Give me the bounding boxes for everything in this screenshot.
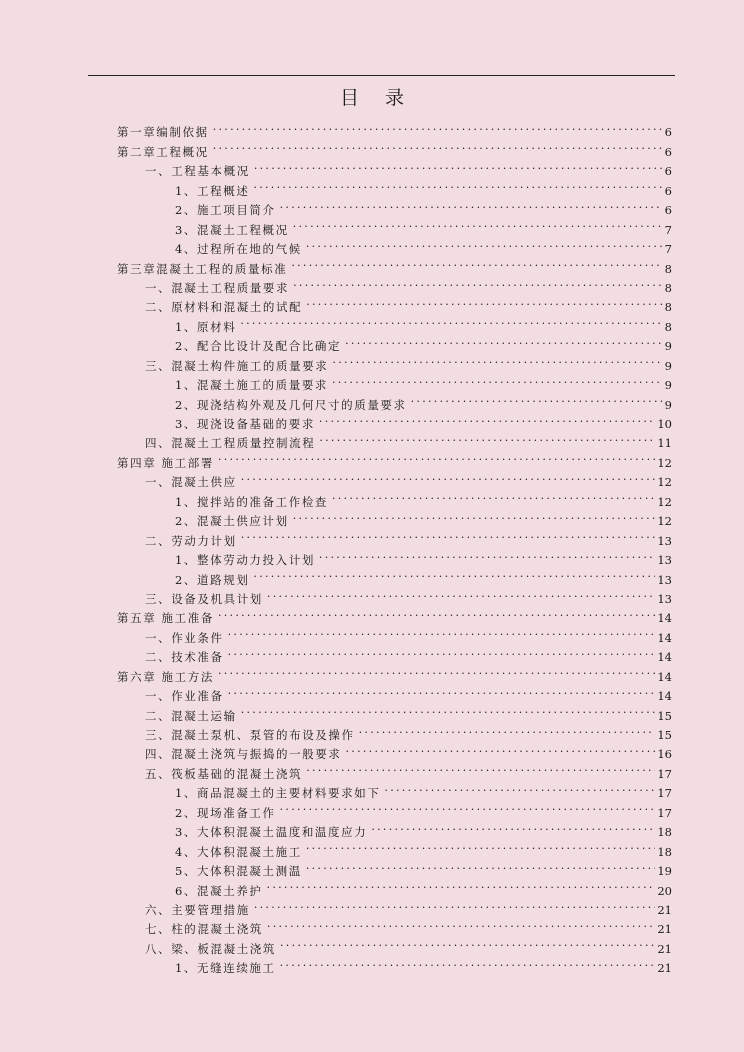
dot-leader bbox=[346, 739, 656, 758]
dot-leader bbox=[332, 350, 662, 369]
toc-entry-page-number: 13 bbox=[657, 572, 672, 587]
toc-entry-page-number: 9 bbox=[664, 397, 672, 412]
toc-entry-page-number: 17 bbox=[657, 766, 672, 781]
dot-leader bbox=[218, 603, 655, 622]
dot-leader bbox=[306, 836, 656, 855]
toc-entry-page-number: 17 bbox=[657, 805, 672, 820]
toc-entry-page-number: 12 bbox=[657, 514, 672, 529]
toc-entry-page-number: 9 bbox=[664, 358, 672, 373]
toc-entry-page-number: 13 bbox=[657, 553, 672, 568]
toc-entry-title: 1、搅拌站的准备工作检查 bbox=[175, 494, 329, 509]
toc-entry-title: 3、混凝土工程概况 bbox=[175, 222, 289, 237]
dot-leader bbox=[280, 953, 656, 972]
toc-entry-title: 1、无缝连续施工 bbox=[175, 961, 276, 976]
dot-leader bbox=[280, 797, 656, 816]
toc-entry-title: 四、混凝土工程质量控制流程 bbox=[145, 436, 316, 451]
dot-leader bbox=[280, 933, 655, 952]
toc-entry-page-number: 8 bbox=[664, 319, 672, 334]
toc-entry-title: 1、原材料 bbox=[175, 319, 237, 334]
toc-entry-title: 2、道路规划 bbox=[175, 572, 250, 587]
toc-entry-title: 二、技术准备 bbox=[145, 650, 224, 665]
dot-leader bbox=[228, 681, 656, 700]
toc-entry-title: 一、混凝土供应 bbox=[145, 475, 237, 490]
dot-leader bbox=[267, 584, 655, 603]
dot-leader bbox=[293, 273, 663, 292]
toc-entry-page-number: 12 bbox=[657, 455, 672, 470]
header-rule bbox=[88, 75, 675, 76]
toc-entry-page-number: 6 bbox=[664, 183, 672, 198]
toc-entry-title: 3、大体积混凝土温度和温度应力 bbox=[175, 825, 368, 840]
toc-entry-page-number: 8 bbox=[664, 261, 672, 276]
dot-leader bbox=[411, 389, 663, 408]
toc-entry-title: 1、混凝土施工的质量要求 bbox=[175, 378, 329, 393]
toc-entry-page-number: 11 bbox=[657, 436, 672, 451]
dot-leader bbox=[293, 214, 663, 233]
toc-entry-page-number: 13 bbox=[657, 533, 672, 548]
toc-entry-title: 5、大体积混凝土测温 bbox=[175, 864, 302, 879]
dot-leader bbox=[371, 817, 655, 836]
dot-leader bbox=[254, 895, 656, 914]
toc-entry-page-number: 14 bbox=[657, 630, 672, 645]
toc-entry-page-number: 14 bbox=[657, 669, 672, 684]
toc-entry-title: 一、工程基本概况 bbox=[145, 164, 250, 179]
dot-leader bbox=[241, 467, 656, 486]
toc-entry-title: 二、原材料和混凝土的试配 bbox=[145, 300, 303, 315]
toc-entry-page-number: 16 bbox=[657, 747, 672, 762]
dot-leader bbox=[291, 253, 662, 272]
toc-entry-page-number: 15 bbox=[657, 728, 672, 742]
toc-entry-title: 1、工程概述 bbox=[175, 183, 250, 198]
toc-entry-title: 第四章 施工部署 bbox=[117, 455, 214, 470]
toc-entry-page-number: 10 bbox=[657, 417, 672, 431]
page-title: 目 录 bbox=[339, 87, 415, 109]
toc-entry-title: 一、作业准备 bbox=[145, 689, 224, 704]
dot-leader bbox=[241, 700, 656, 719]
dot-leader bbox=[253, 175, 662, 194]
toc-entry-page-number: 9 bbox=[664, 339, 672, 354]
toc-entry-title: 1、整体劳动力投入计划 bbox=[175, 553, 315, 568]
toc-entry-page-number: 17 bbox=[657, 786, 672, 801]
toc-entry-title: 2、混凝土供应计划 bbox=[175, 514, 289, 529]
toc-entry-page-number: 6 bbox=[664, 125, 672, 140]
toc-entry-title: 2、配合比设计及配合比确定 bbox=[175, 339, 342, 354]
toc-entry-page-number: 6 bbox=[664, 144, 672, 159]
toc-entry-title: 第五章 施工准备 bbox=[117, 611, 214, 626]
toc-entry-title: 八、梁、板混凝土浇筑 bbox=[145, 941, 276, 956]
dot-leader bbox=[267, 875, 656, 894]
toc-entry-page-number: 18 bbox=[657, 844, 672, 859]
toc-entry-title: 2、施工项目简介 bbox=[175, 203, 276, 218]
toc-entry-title: 七、柱的混凝土浇筑 bbox=[145, 922, 263, 937]
toc-entry-page-number: 15 bbox=[657, 708, 672, 723]
dot-leader bbox=[319, 409, 655, 428]
dot-leader bbox=[280, 195, 663, 214]
toc-entry-page-number: 12 bbox=[657, 494, 672, 509]
dot-leader bbox=[218, 661, 655, 680]
dot-leader bbox=[332, 486, 655, 505]
toc-entry-title: 4、大体积混凝土施工 bbox=[175, 844, 302, 859]
toc-entry-page-number: 19 bbox=[657, 864, 672, 879]
toc-entry-page-number: 8 bbox=[664, 280, 672, 295]
toc-entry-page-number: 12 bbox=[657, 475, 672, 490]
toc-entry-page-number: 21 bbox=[657, 961, 672, 976]
toc-entry-title: 三、混凝土构件施工的质量要求 bbox=[145, 358, 329, 373]
dot-leader bbox=[359, 720, 656, 739]
toc-entry-title: 二、劳动力计划 bbox=[145, 533, 237, 548]
dot-leader bbox=[345, 331, 663, 350]
toc-entry-page-number: 21 bbox=[657, 922, 672, 937]
toc-entry-title: 第一章编制依据 bbox=[117, 125, 209, 140]
toc-entry-title: 二、混凝土运输 bbox=[145, 708, 237, 723]
dot-leader bbox=[332, 370, 663, 389]
toc-entry-page-number: 14 bbox=[657, 689, 672, 704]
toc-entry-title: 4、过程所在地的气候 bbox=[175, 242, 302, 257]
toc-entry-title: 六、主要管理措施 bbox=[145, 902, 250, 917]
toc-entry-page-number: 14 bbox=[657, 611, 672, 626]
dot-leader bbox=[241, 525, 656, 544]
toc-entry-page-number: 6 bbox=[664, 203, 672, 218]
dot-leader bbox=[319, 545, 655, 564]
toc-entry-page-number: 21 bbox=[657, 902, 672, 917]
toc-entry-title: 三、混凝土泵机、泵管的布设及操作 bbox=[145, 728, 355, 742]
dot-leader bbox=[240, 311, 662, 330]
dot-leader bbox=[306, 758, 655, 777]
dot-leader bbox=[253, 564, 655, 583]
toc-entry-page-number: 7 bbox=[664, 222, 672, 237]
toc-entry-title: 1、商品混凝土的主要材料要求如下 bbox=[175, 786, 381, 801]
dot-leader bbox=[228, 622, 656, 641]
toc-entry-page-number: 8 bbox=[664, 300, 672, 315]
toc-entry-page-number: 18 bbox=[657, 825, 672, 840]
dot-leader bbox=[213, 117, 663, 136]
toc-entry[interactable] bbox=[117, 117, 672, 140]
dot-leader bbox=[319, 428, 655, 447]
toc-entry-title: 三、设备及机具计划 bbox=[145, 591, 263, 606]
toc-entry-page-number: 14 bbox=[657, 650, 672, 665]
dot-leader bbox=[293, 506, 656, 525]
toc-entry-page-number: 6 bbox=[664, 164, 672, 179]
table-of-contents bbox=[117, 117, 672, 976]
dot-leader bbox=[228, 642, 656, 661]
toc-entry-title: 第六章 施工方法 bbox=[117, 669, 214, 684]
toc-entry-title: 6、混凝土养护 bbox=[175, 883, 263, 898]
toc-entry-page-number: 21 bbox=[657, 941, 672, 956]
toc-entry-title: 五、筏板基础的混凝土浇筑 bbox=[145, 766, 303, 781]
dot-leader bbox=[254, 156, 663, 175]
toc-entry-title: 四、混凝土浇筑与振捣的一般要求 bbox=[145, 747, 342, 762]
dot-leader bbox=[306, 234, 663, 253]
toc-entry-title: 2、现场准备工作 bbox=[175, 805, 276, 820]
toc-entry-title: 第二章工程概况 bbox=[117, 144, 209, 159]
toc-entry-title: 第三章混凝土工程的质量标准 bbox=[117, 261, 288, 276]
toc-entry-page-number: 7 bbox=[664, 242, 672, 257]
toc-entry-title: 3、现浇设备基础的要求 bbox=[175, 417, 315, 431]
dot-leader bbox=[306, 856, 656, 875]
toc-entry-page-number: 20 bbox=[657, 883, 672, 898]
dot-leader bbox=[267, 914, 655, 933]
toc-entry-title: 一、作业条件 bbox=[145, 630, 224, 645]
toc-entry-title: 2、现浇结构外观及几何尺寸的质量要求 bbox=[175, 397, 407, 412]
toc-entry-title: 一、混凝土工程质量要求 bbox=[145, 280, 290, 295]
dot-leader bbox=[306, 292, 662, 311]
dot-leader bbox=[384, 778, 655, 797]
toc-entry-page-number: 9 bbox=[664, 378, 672, 393]
dot-leader bbox=[218, 447, 655, 466]
toc-entry-page-number: 13 bbox=[657, 591, 672, 606]
dot-leader bbox=[213, 136, 663, 155]
